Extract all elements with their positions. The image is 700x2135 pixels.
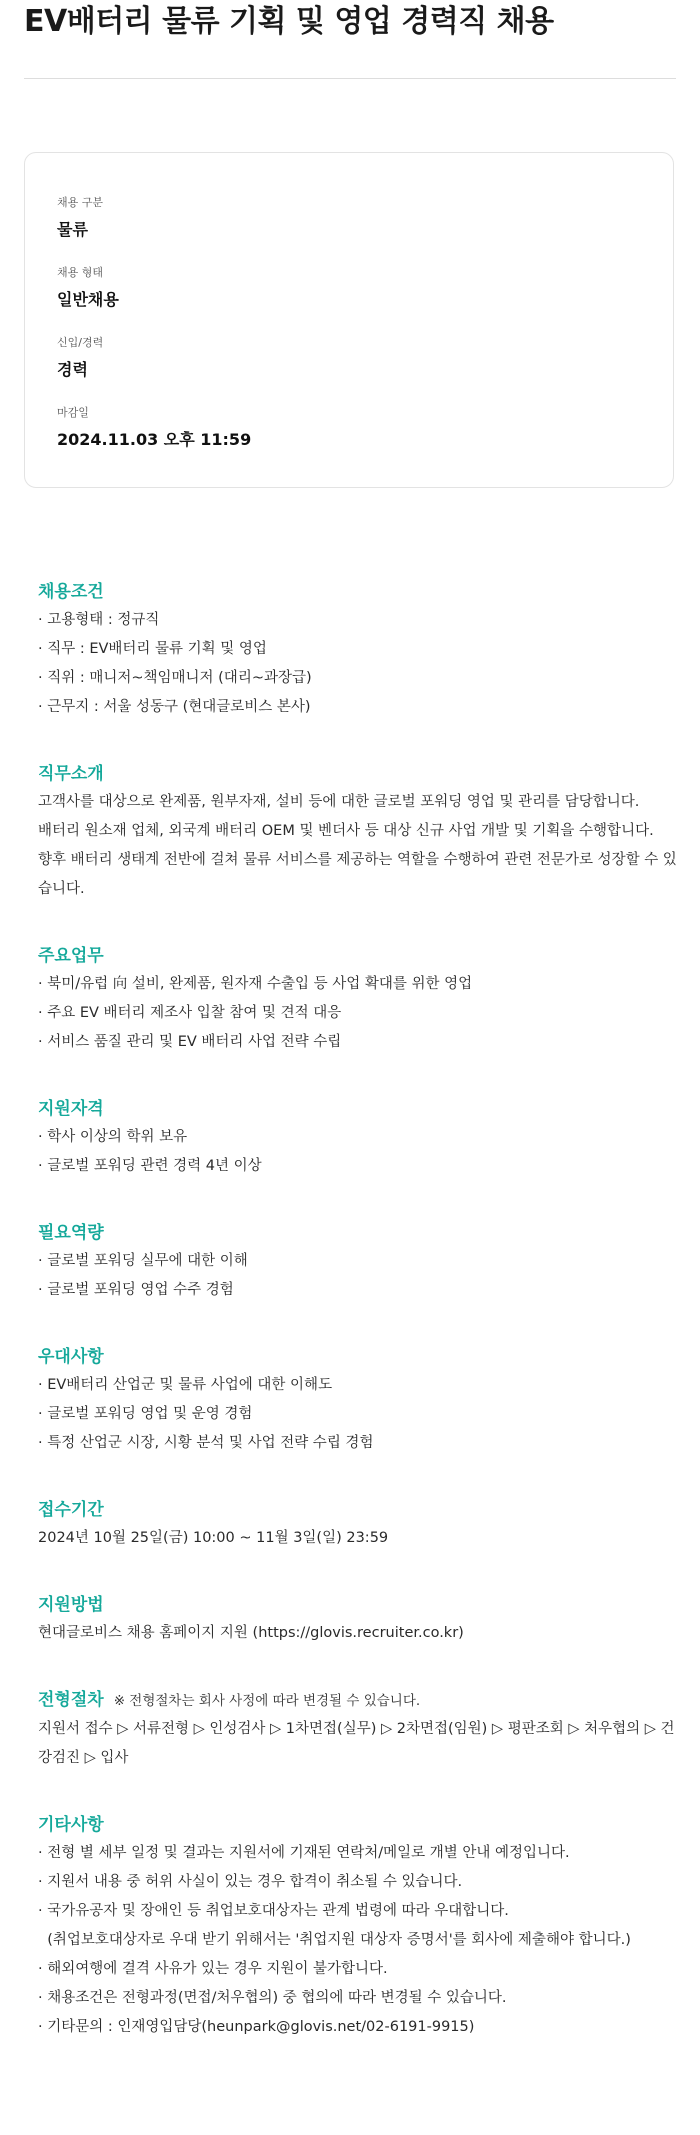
paragraph: 향후 배터리 생태계 전반에 걸쳐 물류 서비스를 제공하는 역할을 수행하여 관련 전문가로 성장할 수 있습니다. <box>38 852 677 897</box>
list-item: · EV배터리 산업군 및 물류 사업에 대한 이해도 <box>38 1377 333 1393</box>
summary-value: 물류 <box>57 220 88 239</box>
period-text: 2024년 10월 25일(금) 10:00 ~ 11월 3일(일) 23:59 <box>38 1530 389 1546</box>
section-duties <box>38 942 678 1057</box>
process-text: 지원서 접수 ▷ 서류전형 ▷ 인성검사 ▷ 1차면접(실무) ▷ 2차면접(임원) ▷ 평판조회 ▷ 처우협의 ▷ 건강검진 ▷ 입사 <box>38 1721 675 1766</box>
section-preferences <box>38 1343 678 1458</box>
list-item: · 글로벌 포워딩 실무에 대한 이해 <box>38 1253 248 1269</box>
summary-item-type <box>57 265 251 335</box>
list-item: · 근무지 : 서울 성동구 (현대글로비스 본사) <box>38 699 311 715</box>
summary-label: 신입/경력 <box>57 336 104 349</box>
list-item: (취업보호대상자로 우대 받기 위해서는 '취업지원 대상자 증명서'를 회사에 제출해야 합니다.) <box>38 1932 631 1948</box>
section-period <box>38 1496 678 1553</box>
process-note: ※ 전형절차는 회사 사정에 따라 변경될 수 있습니다. <box>113 1693 421 1709</box>
summary-value: 일반채용 <box>57 290 119 309</box>
section-qualifications <box>38 1095 678 1181</box>
list-item: · 국가유공자 및 장애인 등 취업보호대상자는 관계 법령에 따라 우대합니다. <box>38 1903 509 1919</box>
list-item: · 북미/유럽 向 설비, 완제품, 원자재 수출입 등 사업 확대를 위한 영업 <box>38 976 473 992</box>
page-title: EV배터리 물류 기획 및 영업 경력직 채용 <box>24 4 554 39</box>
summary-list <box>57 195 251 475</box>
summary-label: 마감일 <box>57 406 89 419</box>
section-process <box>38 1686 678 1773</box>
section-intro <box>38 760 678 904</box>
summary-value: 경력 <box>57 360 88 379</box>
summary-label: 채용 형태 <box>57 266 104 279</box>
paragraph: 배터리 원소재 업체, 외국계 배터리 OEM 및 벤더사 등 대상 신규 사업 개발 및 기획을 수행합니다. <box>38 823 654 839</box>
section-etc <box>38 1811 678 2042</box>
list-item: · 전형 별 세부 일정 및 결과는 지원서에 기재된 연락처/메일로 개별 안내 예정입니다. <box>38 1845 570 1861</box>
method-text: 현대글로비스 채용 홈페이지 지원 (https://glovis.recruiter.co.kr) <box>38 1625 464 1641</box>
section-title: 주요업무 <box>38 946 104 966</box>
section-title <box>38 1686 678 1715</box>
list-item: · 지원서 내용 중 허위 사실이 있는 경우 합격이 취소될 수 있습니다. <box>38 1874 463 1890</box>
summary-item-category <box>57 195 251 265</box>
section-title: 필요역량 <box>38 1223 104 1243</box>
list-item: · 특정 산업군 시장, 시황 분석 및 사업 전략 수립 경험 <box>38 1435 374 1451</box>
list-item: · 해외여행에 결격 사유가 있는 경우 지원이 불가합니다. <box>38 1961 388 1977</box>
summary-card <box>24 152 674 488</box>
summary-label: 채용 구분 <box>57 196 104 209</box>
list-item: · 직위 : 매니저~책임매니저 (대리~과장급) <box>38 670 312 686</box>
list-item: · 학사 이상의 학위 보유 <box>38 1129 188 1145</box>
posting-content <box>38 578 678 2080</box>
list-item: · 직무 : EV배터리 물류 기획 및 영업 <box>38 641 267 657</box>
section-title-text: 전형절차 <box>38 1690 104 1710</box>
section-title: 우대사항 <box>38 1347 104 1367</box>
summary-value: 2024.11.03 오후 11:59 <box>57 430 252 449</box>
section-method <box>38 1591 678 1648</box>
section-title: 기타사항 <box>38 1815 104 1835</box>
paragraph: 고객사를 대상으로 완제품, 원부자재, 설비 등에 대한 글로벌 포워딩 영업 및 관리를 담당합니다. <box>38 794 640 810</box>
summary-item-career <box>57 335 251 405</box>
list-item: · 글로벌 포워딩 관련 경력 4년 이상 <box>38 1158 262 1174</box>
list-item: · 서비스 품질 관리 및 EV 배터리 사업 전략 수립 <box>38 1034 342 1050</box>
section-title: 접수기간 <box>38 1500 104 1520</box>
list-item: · 주요 EV 배터리 제조사 입찰 참여 및 견적 대응 <box>38 1005 342 1021</box>
section-title: 채용조건 <box>38 582 104 602</box>
list-item: · 기타문의 : 인재영입담당(heunpark@glovis.net/02-6191-9915) <box>38 2019 475 2035</box>
section-conditions <box>38 578 678 722</box>
list-item: · 글로벌 포워딩 영업 수주 경험 <box>38 1282 234 1298</box>
section-title: 지원자격 <box>38 1099 104 1119</box>
list-item: · 고용형태 : 정규직 <box>38 612 160 628</box>
list-item: · 글로벌 포워딩 영업 및 운영 경험 <box>38 1406 253 1422</box>
summary-item-deadline <box>57 405 251 475</box>
title-divider <box>24 78 676 79</box>
section-title: 지원방법 <box>38 1595 104 1615</box>
list-item: · 채용조건은 전형과정(면접/처우협의) 중 협의에 따라 변경될 수 있습니다. <box>38 1990 507 2006</box>
section-title: 직무소개 <box>38 764 104 784</box>
section-competencies <box>38 1219 678 1305</box>
